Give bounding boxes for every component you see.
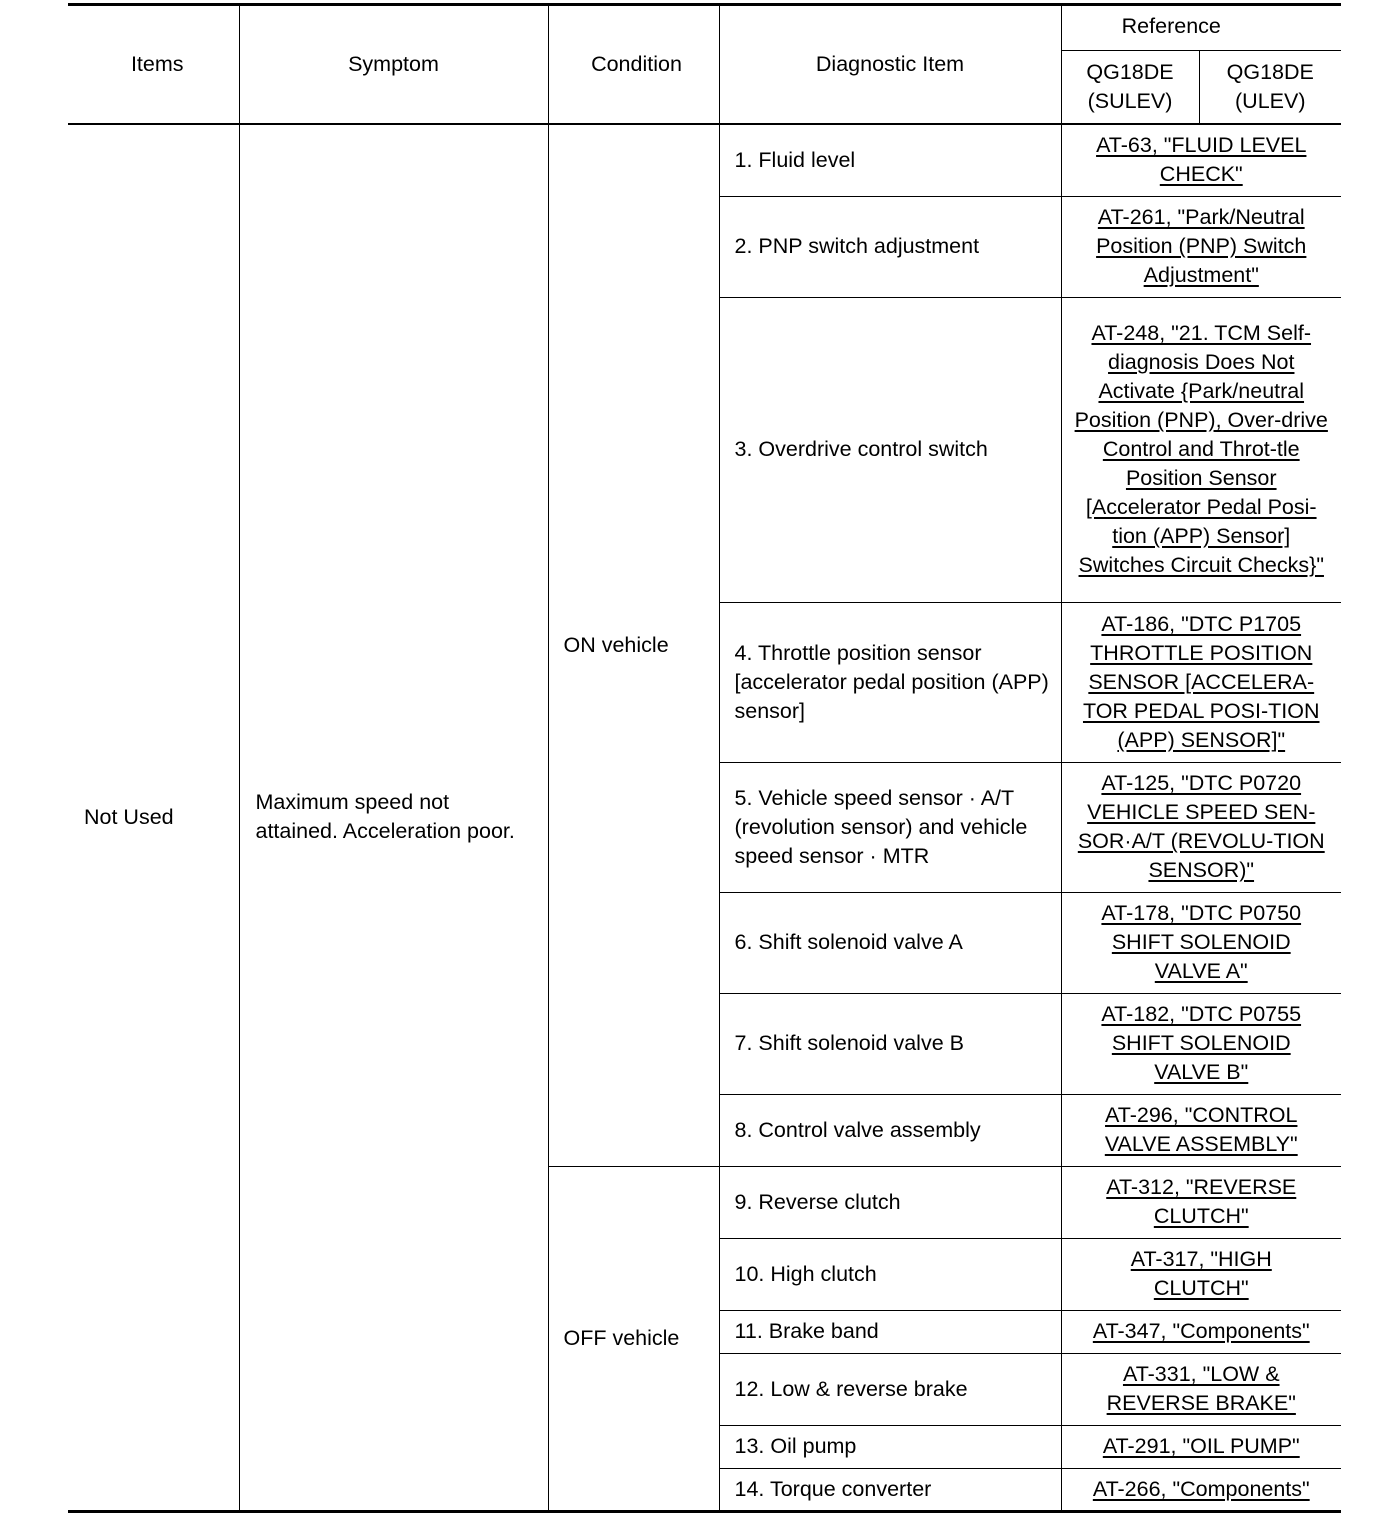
diag-item-3: 3. Overdrive control switch <box>719 297 1061 602</box>
ref-cell-12 <box>1061 1353 1341 1425</box>
ref-cell-14 <box>1061 1468 1341 1511</box>
ref-link-11[interactable]: AT-347, "Components" <box>1092 1319 1310 1343</box>
ref-cell-5 <box>1061 762 1341 892</box>
diag-item-7: 7. Shift solenoid valve B <box>719 993 1061 1094</box>
symptom-line1: Maximum speed not <box>255 790 450 815</box>
symptom-cell <box>239 124 548 1511</box>
ref-link-3[interactable]: AT-248, "21. TCM Self-diagnosis Does Not Activate {Park/neutral Position (PNP), Over-drive Control and Throt-tle Position Sensor [Accelerator Pedal Posi-tion (APP) Sensor] Switches Circuit Checks}" <box>1074 321 1328 577</box>
header-ref-ulev-line1: QG18DE <box>1226 60 1314 84</box>
ref-cell-2 <box>1061 196 1341 297</box>
diag-item-2: 2. PNP switch adjustment <box>719 196 1061 297</box>
header-symptom: Symptom <box>239 5 548 125</box>
ref-cell-7 <box>1061 993 1341 1094</box>
diag-item-5: 5. Vehicle speed sensor · A/T (revolution sensor) and vehicle speed sensor · MTR <box>719 762 1061 892</box>
diag-item-6: 6. Shift solenoid valve A <box>719 892 1061 993</box>
diag-item-8: 8. Control valve assembly <box>719 1094 1061 1166</box>
condition-off-vehicle: OFF vehicle <box>548 1166 719 1511</box>
ref-cell-6 <box>1061 892 1341 993</box>
diag-item-4: 4. Throttle position sensor [accelerator pedal position (APP) sensor] <box>719 602 1061 762</box>
ref-cell-13 <box>1061 1425 1341 1468</box>
ref-link-10[interactable]: AT-317, "HIGH CLUTCH" <box>1130 1247 1272 1300</box>
header-items: Items <box>68 5 239 125</box>
ref-cell-9 <box>1061 1166 1341 1238</box>
header-ref-ulev <box>1199 51 1341 125</box>
diag-item-9: 9. Reverse clutch <box>719 1166 1061 1238</box>
ref-link-1[interactable]: AT-63, "FLUID LEVEL CHECK" <box>1096 133 1307 187</box>
ref-cell-8 <box>1061 1094 1341 1166</box>
condition-on-vehicle: ON vehicle <box>548 124 719 1166</box>
diagnosis-table <box>68 3 1341 1513</box>
ref-link-14[interactable]: AT-266, "Components" <box>1092 1476 1310 1501</box>
ref-cell-11 <box>1061 1310 1341 1353</box>
header-diagnostic-item: Diagnostic Item <box>719 5 1061 125</box>
ref-link-4[interactable]: AT-186, "DTC P1705 THROTTLE POSITION SENSOR [ACCELERA-TOR PEDAL POSI-TION (APP) SENSOR]" <box>1082 611 1320 752</box>
ref-link-5[interactable]: AT-125, "DTC P0720 VEHICLE SPEED SEN-SOR·A/T (REVOLU-TION SENSOR)" <box>1077 771 1325 882</box>
header-ref-sulev <box>1061 51 1199 125</box>
diagnosis-table-wrapper <box>68 3 1341 1513</box>
diag-item-1: 1. Fluid level <box>719 124 1061 196</box>
header-reference: Reference <box>1061 5 1341 51</box>
header-ref-sulev-line1: QG18DE <box>1086 60 1174 84</box>
ref-cell-1 <box>1061 124 1341 196</box>
diag-item-13: 13. Oil pump <box>719 1425 1061 1468</box>
symptom-line2: attained. Acceleration poor. <box>255 819 515 844</box>
ref-link-6[interactable]: AT-178, "DTC P0750 SHIFT SOLENOID VALVE A" <box>1101 901 1302 983</box>
ref-link-8[interactable]: AT-296, "CONTROL VALVE ASSEMBLY" <box>1104 1103 1298 1156</box>
ref-link-2[interactable]: AT-261, "Park/Neutral Position (PNP) Switch Adjustment" <box>1096 205 1307 287</box>
header-ref-ulev-line2: (ULEV) <box>1235 89 1306 113</box>
diag-item-10: 10. High clutch <box>719 1238 1061 1310</box>
ref-cell-10 <box>1061 1238 1341 1310</box>
diag-item-11: 11. Brake band <box>719 1310 1061 1353</box>
header-ref-sulev-line2: (SULEV) <box>1087 89 1173 113</box>
ref-cell-3 <box>1061 297 1341 602</box>
ref-link-12[interactable]: AT-331, "LOW & REVERSE BRAKE" <box>1106 1362 1296 1415</box>
ref-cell-4 <box>1061 602 1341 762</box>
ref-link-9[interactable]: AT-312, "REVERSE CLUTCH" <box>1106 1175 1297 1228</box>
diag-item-12: 12. Low & reverse brake <box>719 1353 1061 1425</box>
diag-item-14: 14. Torque converter <box>719 1468 1061 1511</box>
ref-link-7[interactable]: AT-182, "DTC P0755 SHIFT SOLENOID VALVE B" <box>1101 1002 1302 1084</box>
header-condition: Condition <box>548 5 719 125</box>
ref-link-13[interactable]: AT-291, "OIL PUMP" <box>1102 1434 1300 1458</box>
items-cell: Not Used <box>68 124 239 1511</box>
